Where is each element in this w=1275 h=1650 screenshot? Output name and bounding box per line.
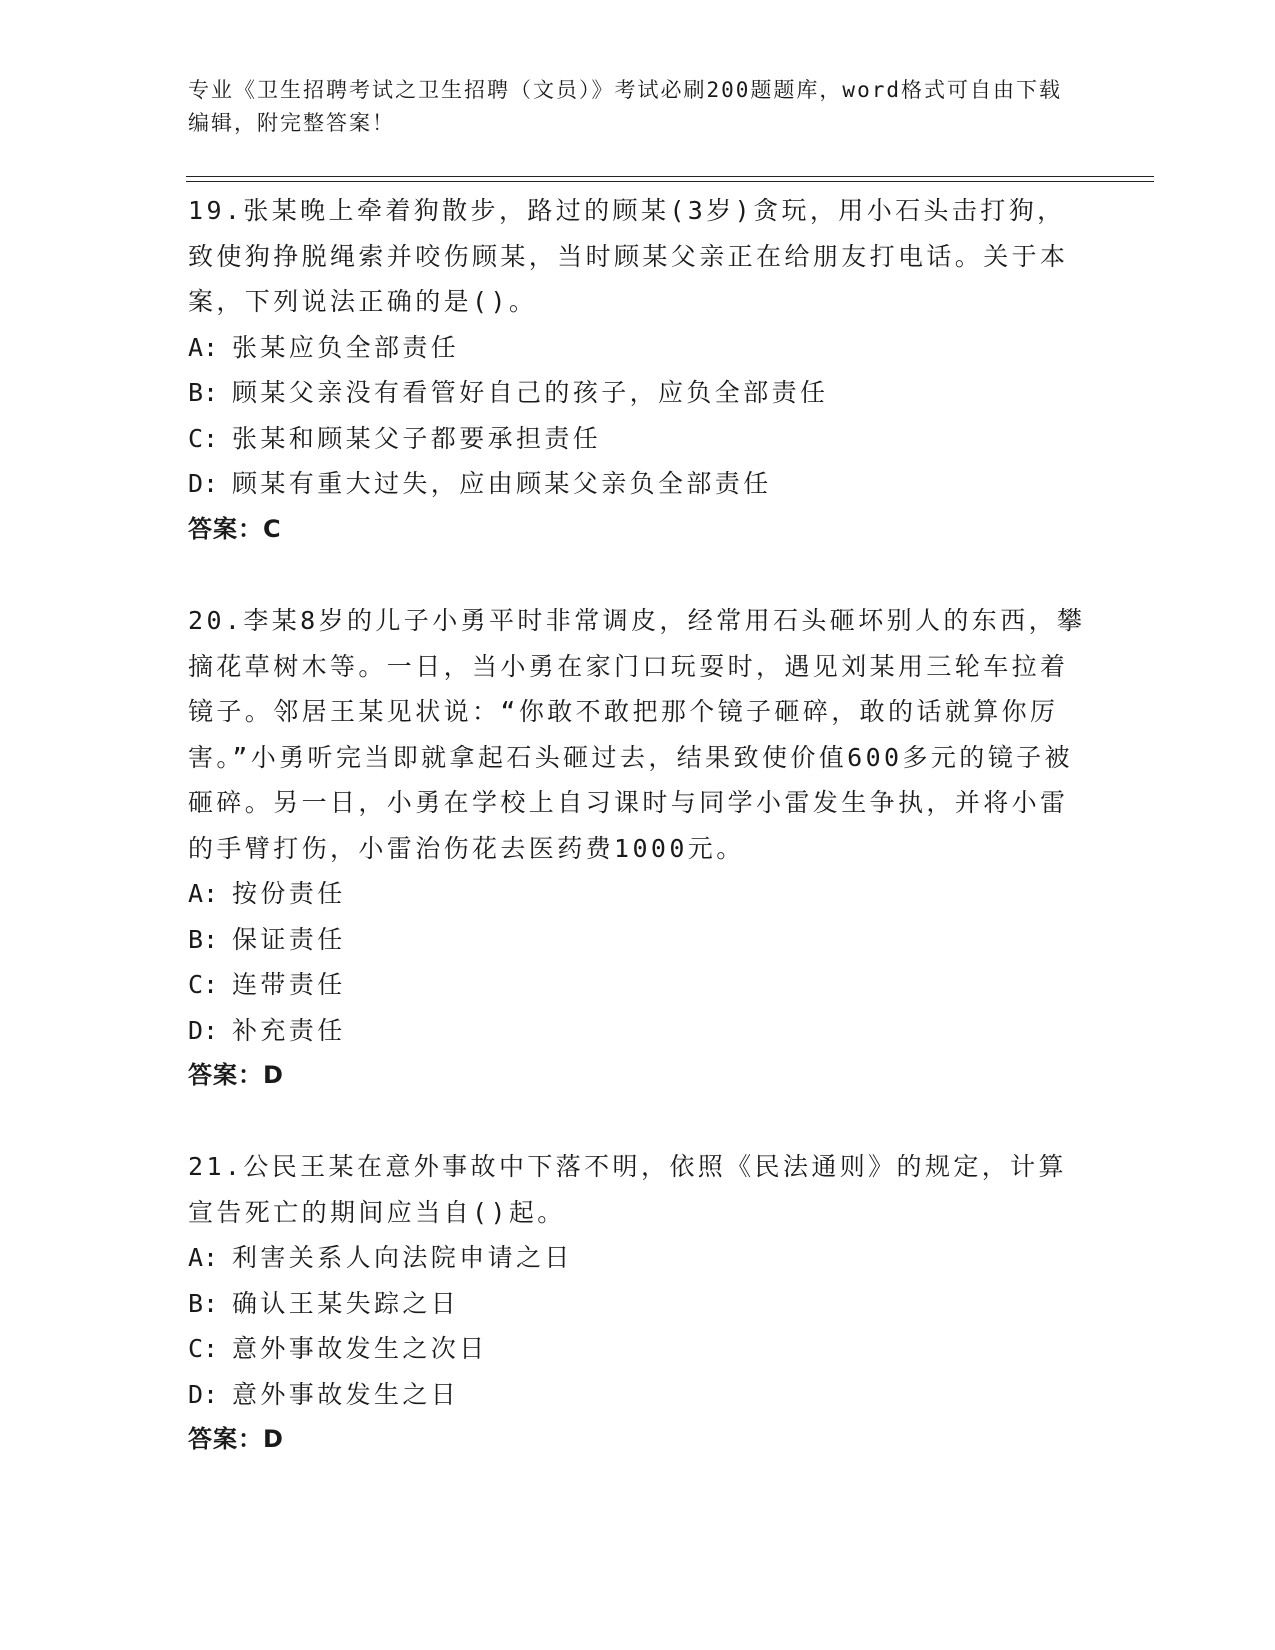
option-d [188, 461, 1088, 507]
option-a [188, 1235, 1088, 1281]
option-letter: A: [188, 879, 219, 908]
option-text: 意外事故发生之日 [232, 1379, 460, 1409]
option-letter: A: [188, 332, 219, 362]
option-a [188, 871, 1088, 917]
option-a [188, 325, 1088, 371]
option-letter: C: [188, 423, 219, 453]
option-text: 利害关系人向法院申请之日 [232, 1243, 573, 1272]
option-text: 补充责任 [232, 1015, 346, 1045]
option-letter: B: [188, 378, 219, 407]
question-19 [188, 188, 1088, 552]
option-text: 意外事故发生之次日 [232, 1334, 488, 1363]
header-divider-bottom [186, 181, 1154, 182]
option-d [188, 1372, 1088, 1418]
option-text: 顾某父亲没有看管好自己的孩子，应负全部责任 [232, 378, 829, 407]
option-text: 连带责任 [232, 970, 346, 999]
option-text: 确认王某失踪之日 [232, 1288, 460, 1318]
option-text: 保证责任 [232, 924, 346, 954]
question-20 [188, 598, 1088, 1099]
document-header [188, 74, 1068, 140]
option-letter: B: [188, 924, 219, 954]
question-stem: 19.张某晚上牵着狗散步，路过的顾某(3岁)贪玩，用小石头击打狗，致使狗挣脱绳索并咬伤顾某，当时顾某父亲正在给朋友打电话。关于本案，下列说法正确的是()。 [188, 196, 1069, 316]
header-divider-top [186, 176, 1154, 177]
option-text: 张某和顾某父子都要承担责任 [232, 423, 602, 453]
option-text: 按份责任 [232, 879, 346, 908]
answer-line: 答案：C [188, 514, 282, 543]
option-b [188, 370, 1088, 416]
option-letter: B: [188, 1288, 219, 1318]
option-text: 张某应负全部责任 [232, 332, 460, 362]
option-b [188, 917, 1088, 963]
option-c [188, 416, 1088, 462]
option-letter: D: [188, 469, 219, 498]
header-intro-text: 专业《卫生招聘考试之卫生招聘（文员）》考试必刷200题题库，word格式可自由下载编辑，附完整答案！ [188, 78, 1062, 135]
answer-line: 答案：D [188, 1425, 284, 1453]
option-b [188, 1281, 1088, 1327]
question-stem: 20.李某8岁的儿子小勇平时非常调皮，经常用石头砸坏别人的东西，攀摘花草树木等。一日，当小勇在家门口玩耍时，遇见刘某用三轮车拉着镜子。邻居王某见状说：“你敢不敢把那个镜子砸碎，敢的话就算你厉害。”小勇听完当即就拿起石头砸过去，结果致使价值600多元的镜子被砸碎。另一日，小勇在学校上自习课时与同学小雷发生争执，并将小雷的手臂打伤，小雷治伤花去医药费1000元。 [188, 606, 1086, 863]
option-letter: D: [188, 1379, 219, 1409]
question-21 [188, 1144, 1088, 1463]
option-d [188, 1008, 1088, 1054]
option-letter: A: [188, 1243, 219, 1272]
option-letter: C: [188, 1334, 219, 1363]
option-c [188, 1326, 1088, 1372]
option-letter: C: [188, 970, 219, 999]
option-text: 顾某有重大过失，应由顾某父亲负全部责任 [232, 469, 772, 498]
question-stem: 21.公民王某在意外事故中下落不明，依照《民法通则》的规定，计算宣告死亡的期间应当自()起。 [188, 1152, 1067, 1227]
option-c [188, 962, 1088, 1008]
option-letter: D: [188, 1015, 219, 1045]
answer-line: 答案：D [188, 1061, 284, 1089]
